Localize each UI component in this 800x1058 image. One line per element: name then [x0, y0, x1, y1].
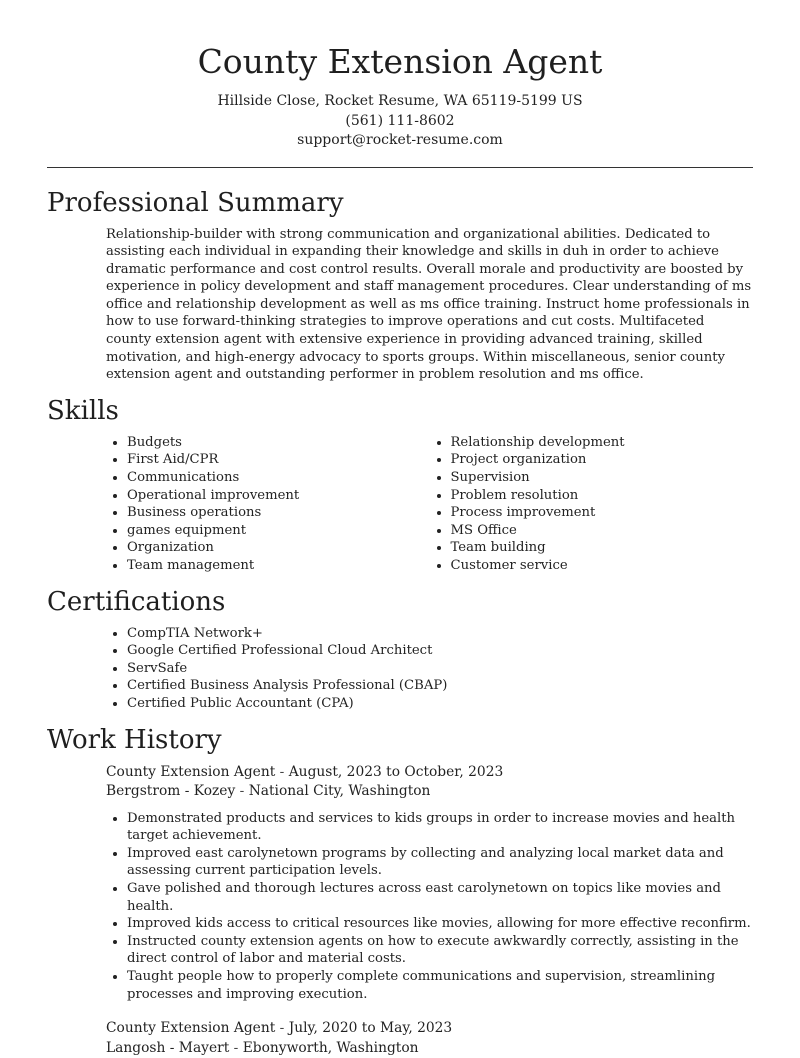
skills-grid — [106, 434, 753, 575]
skill-item: • Problem resolution — [451, 487, 754, 505]
contact-phone: (561) 111-8602 — [345, 112, 455, 129]
skill-item: • MS Office — [451, 522, 754, 540]
work-history-heading: Work History — [47, 724, 222, 755]
skills-column-left — [106, 434, 430, 575]
summary-heading: Professional Summary — [47, 187, 344, 218]
job-bullet: • Gave polished and thorough lectures across east carolynetown on topics like movies and health. — [127, 880, 753, 915]
candidate-name: County Extension Agent — [197, 42, 603, 81]
job-role: County Extension Agent — [106, 1020, 276, 1037]
skills-column-right — [430, 434, 754, 575]
job-bullet: • Improved east carolynetown programs by collecting and analyzing local market data and assessing current participation levels. — [127, 845, 753, 880]
job-location: Ebonyworth, Washington — [242, 1039, 419, 1056]
job-title-line: County Extension Agent - August, 2023 to October, 2023 — [106, 763, 504, 780]
contact-block — [0, 92, 800, 151]
skill-item: • Supervision — [451, 469, 754, 487]
skill-item: • Customer service — [451, 557, 754, 575]
resume-header — [0, 0, 800, 151]
skill-item: • Communications — [127, 469, 430, 487]
job-bullet: • Improved kids access to critical resources like movies, allowing for more effective reconfirm. — [127, 915, 753, 933]
job-company-line: Langosh - Mayert - Ebonyworth, Washington — [106, 1039, 419, 1056]
skill-item: • games equipment — [127, 522, 430, 540]
skill-item: • Team building — [451, 539, 754, 557]
skill-item: • Operational improvement — [127, 487, 430, 505]
job-bullets — [106, 810, 753, 1004]
job-entry — [106, 1019, 753, 1058]
skills-heading: Skills — [47, 395, 119, 426]
job-bullet: • Taught people how to properly complete communications and supervision, streamlining processes and improving execution. — [127, 968, 753, 1003]
job-bullet: • Instructed county extension agents on how to execute awkwardly correctly, assisting in the direct control of labor and material costs. — [127, 933, 753, 968]
job-dates: July, 2020 to May, 2023 — [288, 1020, 453, 1037]
certifications-section — [0, 585, 800, 713]
contact-email: support@rocket-resume.com — [297, 132, 503, 148]
job-location: National City, Washington — [248, 783, 431, 800]
skill-item: • First Aid/CPR — [127, 451, 430, 469]
certifications-heading: Certifications — [47, 586, 226, 617]
summary-section — [0, 186, 800, 384]
job-dates: August, 2023 to October, 2023 — [288, 763, 504, 780]
job-company: Bergstrom - Kozey — [106, 783, 236, 800]
job-company-line: Bergstrom - Kozey - National City, Washington — [106, 783, 431, 800]
header-divider — [47, 167, 753, 168]
job-title-line: County Extension Agent - July, 2020 to May, 2023 — [106, 1020, 453, 1037]
skill-item: • Team management — [127, 557, 430, 575]
skill-item: • Business operations — [127, 504, 430, 522]
skills-section — [0, 394, 800, 575]
job-company: Langosh - Mayert — [106, 1039, 230, 1056]
skill-item: • Process improvement — [451, 504, 754, 522]
certification-item: • Google Certified Professional Cloud Architect — [127, 642, 753, 660]
skill-item: • Budgets — [127, 434, 430, 452]
skill-item: • Relationship development — [451, 434, 754, 452]
skill-item: • Project organization — [451, 451, 754, 469]
certification-item: • ServSafe — [127, 660, 753, 678]
job-entry — [106, 763, 753, 1004]
certification-item: • Certified Business Analysis Professional (CBAP) — [127, 677, 753, 695]
job-bullet: • Demonstrated products and services to kids groups in order to increase movies and health target achievement. — [127, 810, 753, 845]
certification-item: • CompTIA Network+ — [127, 625, 753, 643]
certifications-list — [106, 625, 753, 713]
job-role: County Extension Agent — [106, 763, 276, 780]
summary-text: Relationship-builder with strong communication and organizational abilities. Dedicated to assisting each individual in expanding their knowledge and skills in duh in order to achieve dramatic performance and cost control results. Overall morale and productivity are boosted by experience in policy development and staff management procedures. Clear understanding of ms office and relationship development as well as ms office training. Instruct home professionals in how to use forward-thinking strategies to improve operations and cut costs. Multifaceted county extension agent with extensive experience in providing advanced training, skilled motivation, and high-energy advocacy to sports groups. Within miscellaneous, senior county extension agent and outstanding performer in problem resolution and ms office. — [106, 226, 752, 383]
skill-item: • Organization — [127, 539, 430, 557]
contact-address: Hillside Close, Rocket Resume, WA 65119-5199 US — [217, 93, 583, 109]
work-history-section — [0, 723, 800, 1058]
certification-item: • Certified Public Accountant (CPA) — [127, 695, 753, 713]
